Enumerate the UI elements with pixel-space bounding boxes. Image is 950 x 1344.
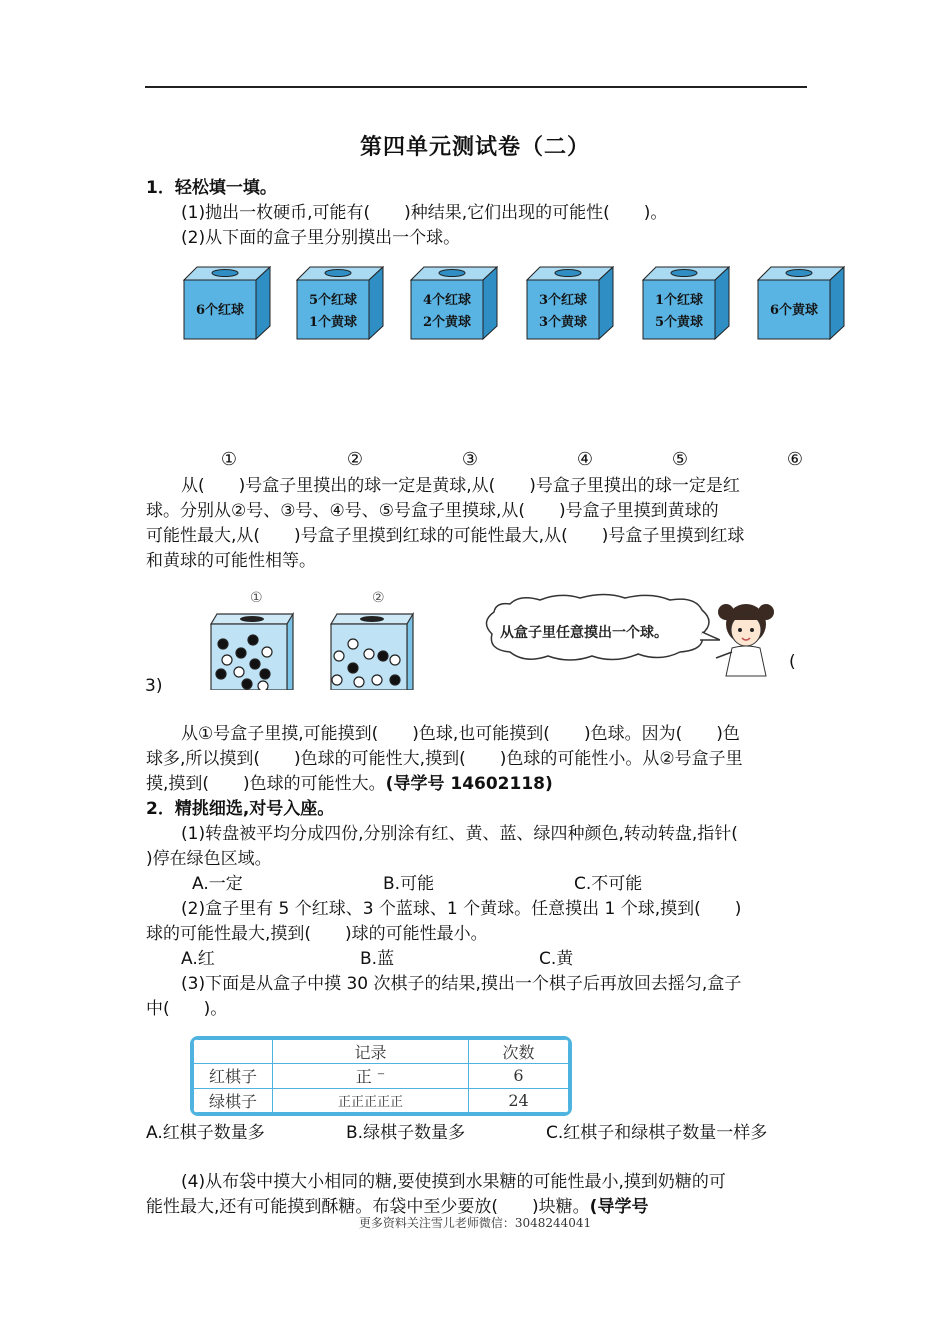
q2-s2-line1: (2)盒子里有 5 个红球、3 个蓝球、1 个黄球。任意摸出 1 个球,摸到( )	[181, 899, 742, 919]
q2-s1-option: C.不可能	[574, 874, 643, 894]
q1-part3-text-3	[146, 772, 553, 797]
box-label-text: 6个黄球	[769, 303, 819, 318]
q1-part1: (1)抛出一枚硬币,可能有( )种结果,它们出现的可能性( )。	[181, 203, 668, 223]
ball-box	[526, 266, 614, 340]
row-name: 红棋子	[194, 1064, 273, 1089]
q2-s1-line2: )停在绿色区域。	[146, 849, 272, 869]
q1-part3-paren: (	[789, 652, 796, 672]
q2-s3-option: C.红棋子和绿棋子数量一样多	[546, 1123, 768, 1143]
q2-s3-line2: 中( )。	[146, 999, 228, 1019]
box-label-text: 5个黄球	[654, 315, 704, 330]
box-label-text: 1个黄球	[308, 315, 358, 330]
box-label: ②	[372, 590, 385, 606]
q2-s4-line2: 能性最大,还有可能摸到酥糖。布袋中至少要放( )块糖。	[146, 1197, 590, 1217]
box-number: ④	[576, 449, 594, 470]
q2-s2-option: C.黄	[539, 949, 574, 969]
row-record: 正正正正正	[273, 1088, 469, 1113]
box-number: ③	[461, 449, 479, 470]
girl-illustration	[712, 598, 782, 678]
row-count: 6	[469, 1064, 569, 1089]
footer-note: 更多资料关注雪儿老师微信：3048244041	[358, 1216, 592, 1230]
ball-box	[642, 266, 730, 340]
q1-heading: 1．轻松填一填。	[146, 178, 277, 198]
guide-number: (导学号 14602118)	[385, 774, 553, 794]
q1-part2-text: 和黄球的可能性相等。	[146, 551, 316, 571]
box-number: ①	[220, 449, 238, 470]
q2-heading: 2．精挑细选,对号入座。	[146, 799, 335, 819]
q2-s2-option: A.红	[181, 949, 215, 969]
table-row	[194, 1088, 569, 1113]
q1-part3-label: 3)	[145, 676, 163, 696]
row-record: 正 ⁻	[273, 1064, 469, 1089]
q1-part3-text: 摸,摸到( )色球的可能性大。	[146, 774, 386, 794]
table-header: 次数	[469, 1040, 569, 1064]
record-table	[190, 1036, 572, 1116]
q1-part3-text: 从①号盒子里摸,可能摸到( )色球,也可能摸到( )色球。因为( )色	[181, 724, 740, 744]
box-label-text: 2个黄球	[422, 315, 472, 330]
box-number: ⑤	[671, 449, 689, 470]
q1-part2-text: 可能性最大,从( )号盒子里摸到红球的可能性最大,从( )号盒子里摸到红球	[146, 526, 745, 546]
box-number: ⑥	[786, 449, 804, 470]
ball-box	[410, 266, 498, 340]
q2-s3-option: B.绿棋子数量多	[346, 1123, 466, 1143]
box-label: ①	[250, 590, 263, 606]
q1-part2: (2)从下面的盒子里分别摸出一个球。	[181, 228, 461, 248]
top-rule	[145, 86, 807, 88]
ball-box	[757, 266, 845, 340]
q1-part3-text: 球多,所以摸到( )色球的可能性大,摸到( )色球的可能性小。从②号盒子里	[146, 749, 743, 769]
q1-part2-text: 球。分别从②号、③号、④号、⑤号盒子里摸球,从( )号盒子里摸到黄球的	[146, 501, 719, 521]
q2-s3-line1: (3)下面是从盒子中摸 30 次棋子的结果,摸出一个棋子后再放回去摇匀,盒子	[181, 974, 742, 994]
guide-number: (导学号	[589, 1197, 649, 1217]
box-label-text: 6个红球	[195, 303, 245, 318]
q1-part2-text: 从( )号盒子里摸出的球一定是黄球,从( )号盒子里摸出的球一定是红	[181, 476, 740, 496]
q2-s2-line2: 球的可能性最大,摸到( )球的可能性最小。	[146, 924, 488, 944]
box-label-text: 1个红球	[654, 293, 704, 308]
q2-s4-line1: (4)从布袋中摸大小相同的糖,要使摸到水果糖的可能性最小,摸到奶糖的可	[181, 1172, 726, 1192]
box-number: ②	[346, 449, 364, 470]
table-header	[194, 1040, 273, 1064]
q2-s3-option: A.红棋子数量多	[146, 1123, 265, 1143]
box-label-text: 4个红球	[422, 293, 472, 308]
table-header: 记录	[273, 1040, 469, 1064]
table-row	[194, 1064, 569, 1089]
q2-s2-option: B.蓝	[360, 949, 395, 969]
ball-box	[183, 266, 271, 340]
dots-box-2	[325, 608, 420, 690]
page-title: 第四单元测试卷（二）	[359, 134, 590, 160]
q2-s1-option: B.可能	[383, 874, 435, 894]
box-label-text: 5个红球	[308, 293, 358, 308]
q2-s1-line1: (1)转盘被平均分成四份,分别涂有红、黄、蓝、绿四种颜色,转动转盘,指针(	[181, 824, 738, 844]
ball-box	[296, 266, 384, 340]
q2-s1-option: A.一定	[192, 874, 243, 894]
dots-box-1	[205, 608, 300, 690]
box-label-text: 3个红球	[538, 293, 588, 308]
bubble-text: 从盒子里任意摸出一个球。	[500, 625, 668, 641]
box-label-text: 3个黄球	[538, 315, 588, 330]
row-name: 绿棋子	[194, 1088, 273, 1113]
row-count: 24	[469, 1088, 569, 1113]
